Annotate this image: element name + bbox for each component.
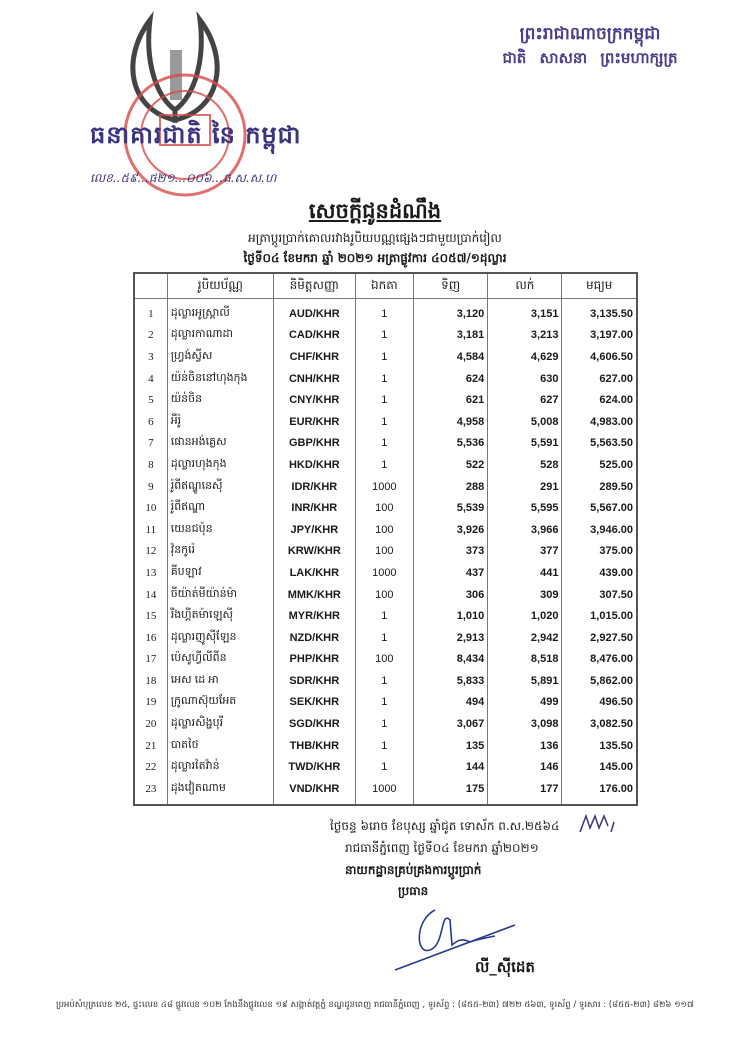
currency-symbol: CNH/KHR — [274, 368, 356, 390]
table-row — [134, 584, 637, 606]
average-rate: 2,927.50 — [562, 627, 637, 649]
average-rate: 496.50 — [562, 692, 637, 714]
buy-rate: 5,833 — [414, 670, 488, 692]
buy-rate: 135 — [414, 735, 488, 757]
sell-rate: 3,151 — [488, 299, 562, 325]
average-rate: 5,567.00 — [562, 497, 637, 519]
row-number: 8 — [134, 454, 167, 476]
row-number: 10 — [134, 497, 167, 519]
sell-rate: 441 — [488, 562, 562, 584]
currency-symbol: AUD/KHR — [274, 299, 356, 325]
average-rate: 307.50 — [562, 584, 637, 606]
average-rate: 624.00 — [562, 389, 637, 411]
table-row — [134, 411, 637, 433]
currency-name: ដុល្លារហុងកុង — [167, 454, 273, 476]
unit-value: 1 — [355, 735, 413, 757]
currency-name: ដុល្លារញូស៊ីឡែន — [167, 627, 273, 649]
unit-value: 1000 — [355, 778, 413, 805]
sell-rate: 3,213 — [488, 325, 562, 347]
buy-rate: 175 — [414, 778, 488, 805]
buy-rate: 494 — [414, 692, 488, 714]
average-rate: 3,946.00 — [562, 519, 637, 541]
row-number: 1 — [134, 299, 167, 325]
row-number: 2 — [134, 325, 167, 347]
kingdom-motto: ជាតិ សាសនា ព្រះមហាក្សត្រ — [502, 49, 678, 67]
unit-value: 100 — [355, 519, 413, 541]
buy-rate: 8,434 — [414, 649, 488, 671]
table-row — [134, 368, 637, 390]
buy-rate: 4,584 — [414, 346, 488, 368]
row-number: 22 — [134, 756, 167, 778]
row-number: 7 — [134, 433, 167, 455]
average-rate: 176.00 — [562, 778, 637, 805]
table-row — [134, 454, 637, 476]
table-row — [134, 519, 637, 541]
buy-rate: 2,913 — [414, 627, 488, 649]
sell-rate: 2,942 — [488, 627, 562, 649]
table-header-row — [134, 273, 637, 299]
table-row — [134, 605, 637, 627]
average-rate: 375.00 — [562, 541, 637, 563]
buy-rate: 5,536 — [414, 433, 488, 455]
unit-value: 1 — [355, 299, 413, 325]
department-name: នាយកដ្ឋានគ្រប់គ្រងការប្តូរប្រាក់ — [345, 863, 482, 877]
sell-rate: 8,518 — [488, 649, 562, 671]
average-rate: 5,563.50 — [562, 433, 637, 455]
unit-value: 100 — [355, 541, 413, 563]
table-row — [134, 541, 637, 563]
buy-rate: 624 — [414, 368, 488, 390]
row-number: 23 — [134, 778, 167, 805]
row-number: 12 — [134, 541, 167, 563]
currency-name: ដុល្លារកាណាដា — [167, 325, 273, 347]
currency-name: គីបឡាវ — [167, 562, 273, 584]
currency-name: យ៉ន់ចិននៅហុងកុង — [167, 368, 273, 390]
buy-rate: 621 — [414, 389, 488, 411]
sell-rate: 5,595 — [488, 497, 562, 519]
sell-rate: 627 — [488, 389, 562, 411]
average-rate: 4,606.50 — [562, 346, 637, 368]
currency-symbol: EUR/KHR — [274, 411, 356, 433]
row-number: 13 — [134, 562, 167, 584]
sell-rate: 499 — [488, 692, 562, 714]
currency-symbol: CAD/KHR — [274, 325, 356, 347]
currency-name: ប៉េសូហ្វីលីពីន — [167, 649, 273, 671]
buy-rate: 5,539 — [414, 497, 488, 519]
table-row — [134, 713, 637, 735]
sell-rate: 3,098 — [488, 713, 562, 735]
currency-symbol: CHF/KHR — [274, 346, 356, 368]
row-number: 14 — [134, 584, 167, 606]
currency-symbol: VND/KHR — [274, 778, 356, 805]
buy-rate: 144 — [414, 756, 488, 778]
currency-symbol: SGD/KHR — [274, 713, 356, 735]
sell-rate: 309 — [488, 584, 562, 606]
average-rate: 439.00 — [562, 562, 637, 584]
document-date-line: ថ្ងៃទី០៤ ខែមករា ឆ្នាំ ២០២១ អត្រាផ្លូវការ ៤០៥៧/១ដុល្លារ — [243, 251, 507, 265]
row-number: 18 — [134, 670, 167, 692]
footer-address: ប្រអប់សំបុត្រលេខ ២៥, ផ្ទះលេខ ៤៨ ផ្លូវលេខ ១០២ កែងនឹងផ្លូវលេខ ១៩ សង្កាត់វត្តភ្នំ ខណ្ឌដូនពេញ រាជធានីភ្នំពេញ , ទូរស័ព្ទ : (៨៥៥-២៣) ៧២២ ៥៦៣, ទូរស័ព្ទ / ទូរសារ : (៨៥៥-២៣) ៨២៦ ១១៧ — [56, 1000, 694, 1010]
row-number: 17 — [134, 649, 167, 671]
currency-name: ដុល្លារអូស្ត្រាលី — [167, 299, 273, 325]
currency-symbol: JPY/KHR — [274, 519, 356, 541]
unit-value: 1 — [355, 692, 413, 714]
row-number: 11 — [134, 519, 167, 541]
table-row — [134, 692, 637, 714]
average-rate: 3,197.00 — [562, 325, 637, 347]
buy-rate: 3,181 — [414, 325, 488, 347]
row-number: 5 — [134, 389, 167, 411]
unit-value: 1 — [355, 433, 413, 455]
average-rate: 4,983.00 — [562, 411, 637, 433]
average-rate: 5,862.00 — [562, 670, 637, 692]
sell-rate: 5,008 — [488, 411, 562, 433]
currency-name: អឺរ៉ូ — [167, 411, 273, 433]
currency-name: រ៉ូពីឥណ្ឌា — [167, 497, 273, 519]
initials-signature-icon — [578, 812, 623, 834]
buy-rate: 522 — [414, 454, 488, 476]
unit-value: 1 — [355, 389, 413, 411]
unit-value: 1000 — [355, 476, 413, 498]
currency-symbol: SEK/KHR — [274, 692, 356, 714]
average-rate: 627.00 — [562, 368, 637, 390]
currency-symbol: THB/KHR — [274, 735, 356, 757]
currency-name: ដុល្លារសិង្ហបុរី — [167, 713, 273, 735]
table-row — [134, 670, 637, 692]
place-date: រាជធានីភ្នំពេញ ថ្ងៃទី០៤ ខែមករា ឆ្នាំ២០២១ — [345, 841, 539, 855]
currency-symbol: LAK/KHR — [274, 562, 356, 584]
currency-name: វ៉ុនកូរ៉េ — [167, 541, 273, 563]
sell-rate: 528 — [488, 454, 562, 476]
buy-rate: 306 — [414, 584, 488, 606]
unit-value: 1 — [355, 454, 413, 476]
header-unit: ឯកតា — [355, 273, 413, 299]
average-rate: 289.50 — [562, 476, 637, 498]
unit-value: 100 — [355, 497, 413, 519]
currency-name: បាតថៃ — [167, 735, 273, 757]
currency-symbol: CNY/KHR — [274, 389, 356, 411]
unit-value: 1 — [355, 756, 413, 778]
average-rate: 8,476.00 — [562, 649, 637, 671]
unit-value: 1 — [355, 605, 413, 627]
table-row — [134, 627, 637, 649]
unit-value: 1 — [355, 368, 413, 390]
header-sell: លក់ — [488, 273, 562, 299]
unit-value: 1 — [355, 411, 413, 433]
table-row — [134, 649, 637, 671]
unit-value: 100 — [355, 584, 413, 606]
unit-value: 1 — [355, 670, 413, 692]
currency-symbol: KRW/KHR — [274, 541, 356, 563]
document-title: សេចក្តីជូនដំណឹង — [308, 199, 442, 223]
buy-rate: 1,010 — [414, 605, 488, 627]
buy-rate: 437 — [414, 562, 488, 584]
average-rate: 3,135.50 — [562, 299, 637, 325]
sell-rate: 1,020 — [488, 605, 562, 627]
buy-rate: 3,926 — [414, 519, 488, 541]
sell-rate: 377 — [488, 541, 562, 563]
row-number: 3 — [134, 346, 167, 368]
row-number: 6 — [134, 411, 167, 433]
table-row — [134, 497, 637, 519]
sell-rate: 146 — [488, 756, 562, 778]
signatory-name: លី_ស៊ីដេត — [475, 958, 535, 976]
sell-rate: 136 — [488, 735, 562, 757]
row-number: 21 — [134, 735, 167, 757]
unit-value: 1 — [355, 627, 413, 649]
lunar-date: ថ្ងៃចន្ទ ៦រោច ខែបុស្ស ឆ្នាំជូត ទោស័ក ព.ស.២៥៦៤ — [330, 819, 560, 833]
row-number: 19 — [134, 692, 167, 714]
sell-rate: 5,891 — [488, 670, 562, 692]
currency-symbol: TWD/KHR — [274, 756, 356, 778]
header-no — [134, 273, 167, 299]
table-body — [134, 299, 637, 805]
currency-symbol: PHP/KHR — [274, 649, 356, 671]
average-rate: 525.00 — [562, 454, 637, 476]
sell-rate: 5,591 — [488, 433, 562, 455]
sell-rate: 630 — [488, 368, 562, 390]
currency-symbol: GBP/KHR — [274, 433, 356, 455]
row-number: 9 — [134, 476, 167, 498]
currency-symbol: NZD/KHR — [274, 627, 356, 649]
table-row — [134, 346, 637, 368]
currency-name: ដុងវៀតណាម — [167, 778, 273, 805]
currency-name: ផោនអង់គ្លេស — [167, 433, 273, 455]
currency-symbol: MMK/KHR — [274, 584, 356, 606]
currency-name: យ៉ន់ចិន — [167, 389, 273, 411]
document-subtitle: អត្រាប្តូរប្រាក់គោលរវាងរូបិយបណ្ណផ្សេងៗជាមួយប្រាក់រៀល — [248, 231, 502, 245]
kingdom-line-1: ព្រះរាជាណាចក្រកម្ពុជា — [519, 24, 661, 44]
table-row — [134, 389, 637, 411]
row-number: 16 — [134, 627, 167, 649]
sell-rate: 4,629 — [488, 346, 562, 368]
currency-symbol: IDR/KHR — [274, 476, 356, 498]
table-row — [134, 778, 637, 805]
currency-name: អេស ដេ អា — [167, 670, 273, 692]
signatory-role: ប្រធាន — [398, 884, 429, 898]
row-number: 15 — [134, 605, 167, 627]
row-number: 4 — [134, 368, 167, 390]
unit-value: 1 — [355, 346, 413, 368]
buy-rate: 373 — [414, 541, 488, 563]
buy-rate: 4,958 — [414, 411, 488, 433]
sell-rate: 291 — [488, 476, 562, 498]
header-average: មធ្យម — [562, 273, 637, 299]
kingdom-header — [470, 22, 710, 70]
unit-value: 1 — [355, 713, 413, 735]
header-symbol: និមិត្តសញ្ញា — [274, 273, 356, 299]
row-number: 20 — [134, 713, 167, 735]
exchange-rate-table — [133, 272, 638, 806]
reference-number: លេខ..៥៩...ផ២១...០០៦...ធ.ស.ស.ហ — [90, 171, 277, 185]
currency-symbol: MYR/KHR — [274, 605, 356, 627]
currency-name: ចីយ៉ាត់មីយ៉ាន់ម៉ា — [167, 584, 273, 606]
currency-name: រីងហ្គីតម៉ាឡេស៊ី — [167, 605, 273, 627]
sell-rate: 3,966 — [488, 519, 562, 541]
table-row — [134, 325, 637, 347]
header-currency: រូបិយប័ណ្ណ — [167, 273, 273, 299]
average-rate: 3,082.50 — [562, 713, 637, 735]
table-row — [134, 735, 637, 757]
currency-symbol: HKD/KHR — [274, 454, 356, 476]
average-rate: 135.50 — [562, 735, 637, 757]
currency-name: ហ្វ្រង់ស្វីស — [167, 346, 273, 368]
table-row — [134, 299, 637, 325]
buy-rate: 3,067 — [414, 713, 488, 735]
currency-name: ក្រូណាស៊ុយអែត — [167, 692, 273, 714]
currency-symbol: INR/KHR — [274, 497, 356, 519]
unit-value: 1000 — [355, 562, 413, 584]
currency-name: ដុល្លារតៃវ៉ាន់ — [167, 756, 273, 778]
currency-name: រ៉ូពីឥណ្ឌូនេស៊ី — [167, 476, 273, 498]
table-row — [134, 562, 637, 584]
average-rate: 145.00 — [562, 756, 637, 778]
average-rate: 1,015.00 — [562, 605, 637, 627]
table-row — [134, 756, 637, 778]
table-row — [134, 476, 637, 498]
bank-name: ធនាគារជាតិ នៃ កម្ពុជា — [90, 121, 302, 149]
unit-value: 1 — [355, 325, 413, 347]
header-buy: ទិញ — [414, 273, 488, 299]
buy-rate: 3,120 — [414, 299, 488, 325]
currency-symbol: SDR/KHR — [274, 670, 356, 692]
currency-name: យេនជប៉ុន — [167, 519, 273, 541]
table-row — [134, 433, 637, 455]
unit-value: 100 — [355, 649, 413, 671]
sell-rate: 177 — [488, 778, 562, 805]
buy-rate: 288 — [414, 476, 488, 498]
